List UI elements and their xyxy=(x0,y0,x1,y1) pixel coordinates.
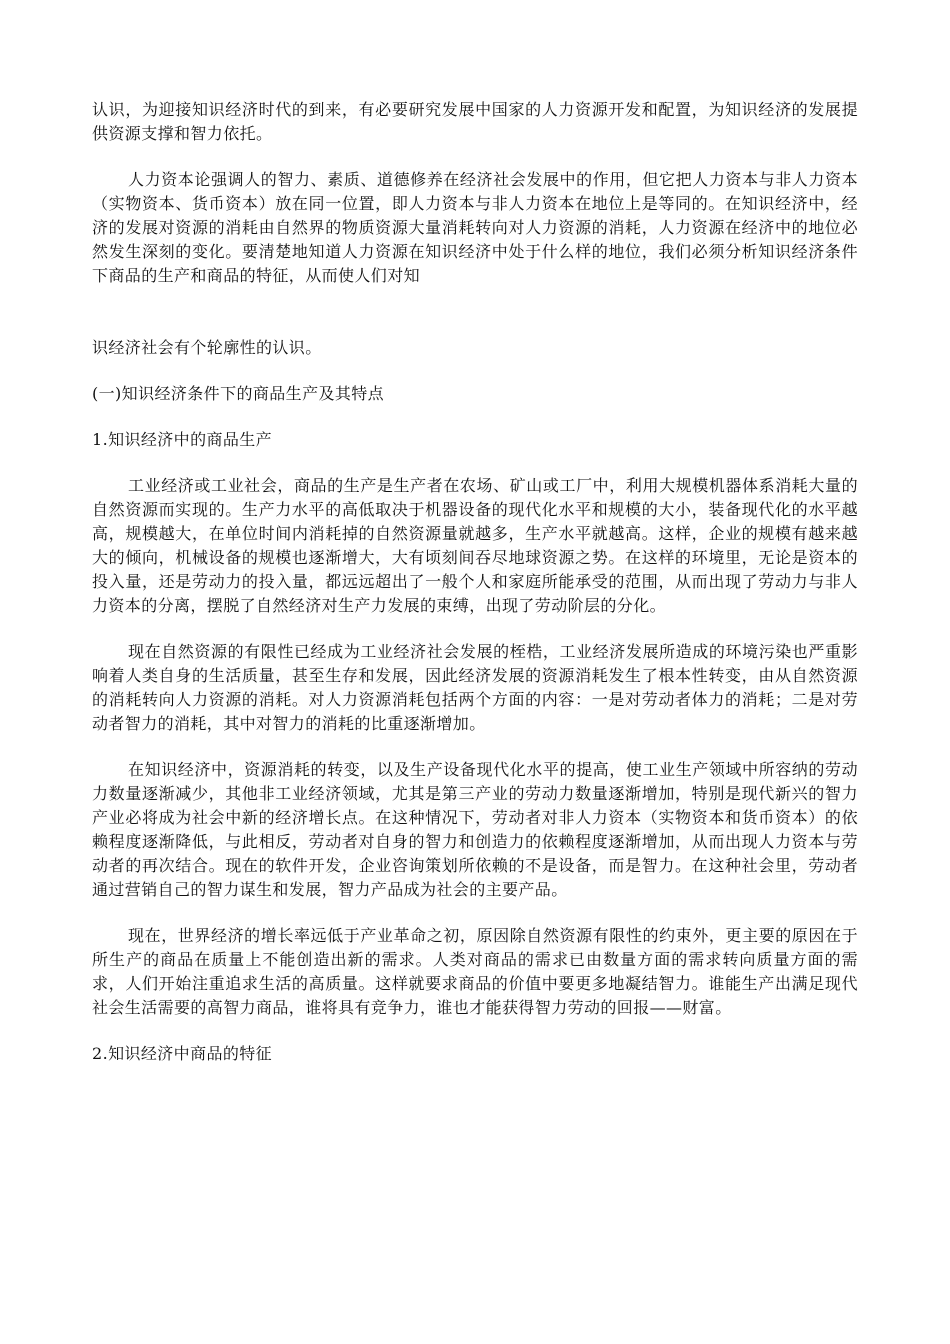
paragraph-natural-resources: 现在自然资源的有限性已经成为工业经济社会发展的桎梏，工业经济发展所造成的环境污染也严重影响着人类自身的生活质量，甚至生存和发展，因此经济发展的资源消耗发生了根本性转变，由从自然资源的消耗转向人力资源的消耗。对人力资源消耗包括两个方面的内容：一是对劳动者体力的消耗；二是对劳动者智力的消耗，其中对智力的消耗的比重逐渐增加。 xyxy=(92,642,858,733)
paragraph-industrial-economy: 工业经济或工业社会，商品的生产是生产者在农场、矿山或工厂中，利用大规模机器体系消耗大量的自然资源而实现的。生产力水平的高低取决于机器设备的现代化水平和规模的大小，装备现代化的水平越高，规模越大，在单位时间内消耗掉的自然资源量就越多，生产水平就越高。这样，企业的规模有越来越大的倾向，机械设备的规模也逐渐增大，大有顷刻间吞尽地球资源之势。在这样的环境里，无论是资本的投入量，还是劳动力的投入量，都远远超出了一般个人和家庭所能承受的范围，从而出现了劳动力与非人力资本的分离，摆脱了自然经济对生产力发展的束缚，出现了劳动阶层的分化。 xyxy=(92,476,858,615)
paragraph-resource-shift: 在知识经济中，资源消耗的转变，以及生产设备现代化水平的提高，使工业生产领域中所容纳的劳动力数量逐渐减少，其他非工业经济领域，尤其是第三产业的劳动力数量逐渐增加，特别是现代新兴的智力产业必将成为社会中新的经济增长点。在这种情况下，劳动者对非人力资本（实物资本和货币资本）的依赖程度逐渐降低，与此相反，劳动者对自身的智力和创造力的依赖程度逐渐增加，从而出现人力资本与劳动者的再次结合。现在的软件开发，企业咨询策划所依赖的不是设备，而是智力。在这种社会里，劳动者通过营销自己的智力谋生和发展，智力产品成为社会的主要产品。 xyxy=(92,760,858,899)
document-page xyxy=(92,98,858,1088)
subsection-heading-1: 1.知识经济中的商品生产 xyxy=(92,430,273,449)
page-break-gap xyxy=(92,288,858,336)
section-heading: (一)知识经济条件下的商品生产及其特点 xyxy=(92,384,385,403)
subsection-heading-2: 2.知识经济中商品的特征 xyxy=(92,1044,273,1063)
paragraph-intro-continuation: 认识，为迎接知识经济时代的到来，有必要研究发展中国家的人力资源开发和配置，为知识经济的发展提供资源支撑和智力依托。 xyxy=(92,100,858,143)
paragraph-world-economy: 现在，世界经济的增长率远低于产业革命之初，原因除自然资源有限性的约束外，更主要的原因在于所生产的商品在质量上不能创造出新的需求。人类对商品的需求已由数量方面的需求转向质量方面的需求，人们开始注重追求生活的高质量。这样就要求商品的价值中要更多地凝结智力。谁能生产出满足现代社会生活需要的高智力商品，谁将具有竞争力，谁也才能获得智力劳动的回报——财富。 xyxy=(92,926,858,1017)
paragraph-continuation: 识经济社会有个轮廓性的认识。 xyxy=(92,338,322,357)
paragraph-human-capital: 人力资本论强调人的智力、素质、道德修养在经济社会发展中的作用，但它把人力资本与非人力资本（实物资本、货币资本）放在同一位置，即人力资本与非人力资本在地位上是等同的。在知识经济中，经济的发展对资源的消耗由自然界的物质资源大量消耗转向对人力资源的消耗，人力资源在经济中的地位必然发生深刻的变化。要清楚地知道人力资源在知识经济中处于什么样的地位，我们必须分析知识经济条件下商品的生产和商品的特征，从而使人们对知 xyxy=(92,170,858,285)
